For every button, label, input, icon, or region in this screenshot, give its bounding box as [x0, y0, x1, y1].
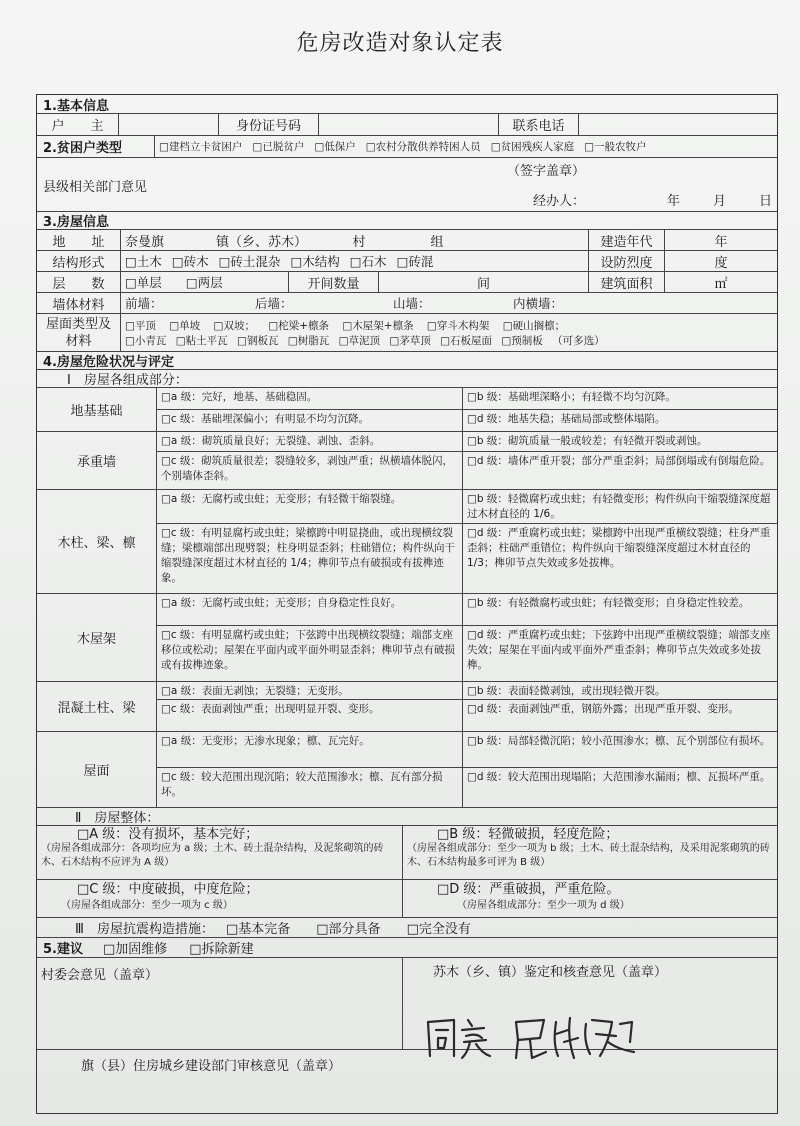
grade-b[interactable]: □b 级：基础埋深略小；有轻微不均匀沉降。	[463, 388, 777, 410]
components-title: Ⅰ 房屋各组成部分：	[67, 373, 188, 387]
component-row	[37, 388, 777, 432]
structure-options	[121, 251, 589, 271]
handler-label: 经办人：	[533, 194, 586, 209]
overall-ab-row	[37, 826, 777, 880]
front-wall-label[interactable]: 前墙：	[125, 296, 163, 311]
county-review-row	[37, 1050, 777, 1113]
component-ac	[157, 432, 463, 489]
component-row	[37, 732, 777, 808]
grade-a[interactable]: □a 级：无腐朽或虫蛀；无变形；自身稳定性良好。	[157, 594, 462, 626]
phone-label: 联系电话	[499, 114, 579, 135]
seismic-row	[37, 918, 777, 938]
component-bd	[463, 594, 777, 681]
grade-d[interactable]: □d 级：严重腐朽或虫蛀；下弦跨中出现严重横纹裂缝；端部支座失效；屋架在平面内或平面外严重歪斜；榫卯节点失效或多处拔榫。	[467, 628, 771, 671]
component-name: 地基基础	[37, 388, 157, 431]
county-review-label: 旗（县）住房城乡建设部门审核意见（盖章）	[81, 1059, 342, 1074]
section-basic-title: 1.基本信息	[43, 98, 109, 113]
poor-type-options	[155, 136, 777, 157]
roof-option-gable[interactable]: □硬山搁檩；	[502, 319, 566, 332]
component-bd	[463, 682, 777, 731]
section-poor-title: 2.贫困户类型	[37, 136, 155, 157]
floors-row	[37, 272, 777, 293]
seismic-title: Ⅲ 房屋抗震构造措施：	[75, 922, 214, 937]
component-name: 木柱、梁、檩	[37, 490, 157, 593]
page-title: 危房改造对象认定表	[296, 31, 504, 56]
gable-wall-label[interactable]: 山墙：	[393, 296, 431, 311]
overall-c[interactable]	[37, 880, 403, 917]
address-label: 地 址	[37, 230, 121, 250]
structure-option-5[interactable]: □石木	[349, 254, 387, 269]
wall-label: 墙体材料	[37, 293, 121, 313]
component-bd	[463, 388, 777, 431]
roof-material-1[interactable]: □小青瓦	[125, 334, 167, 347]
floors-option-1[interactable]: □单层	[125, 275, 162, 290]
floors-label: 层 数	[37, 272, 121, 292]
overall-header	[37, 808, 777, 826]
roof-multi-note: （可多选）	[552, 334, 605, 347]
poor-option-4[interactable]: □农村分散供养特困人员	[365, 141, 481, 153]
component-ac	[157, 732, 463, 807]
grade-a[interactable]: □a 级：砌筑质量良好；无裂缝、剥蚀、歪斜。	[157, 432, 462, 452]
year-label: 年	[667, 194, 681, 209]
poor-option-6[interactable]: □一般农牧户	[584, 141, 647, 153]
wall-fields	[121, 293, 777, 313]
overall-a-note: （房屋各组成部分：各项均应为 a 级；土木、砖土混杂结构，及泥浆砌筑的砖木、石木结构不应评为 A 级）	[41, 843, 384, 868]
structure-option-3[interactable]: □砖土混杂	[218, 254, 281, 269]
roof-material-3[interactable]: □钢板瓦	[237, 334, 279, 347]
structure-option-1[interactable]: □土木	[125, 254, 162, 269]
roof-row	[37, 314, 777, 352]
advice-option-rebuild[interactable]: □拆除新建	[189, 942, 254, 957]
roof-options	[121, 314, 777, 351]
roof-material-7[interactable]: □石板屋面	[440, 334, 493, 347]
basic-info-row	[37, 114, 777, 136]
advice-row	[37, 938, 777, 958]
structure-option-2[interactable]: □砖木	[171, 254, 209, 269]
seismic-options	[37, 918, 777, 937]
section-house-title: 3.房屋信息	[43, 215, 109, 229]
build-year-label: 建造年代	[589, 230, 665, 250]
assessment-form	[36, 94, 778, 1114]
roof-material-6[interactable]: □茅草顶	[389, 334, 431, 347]
roof-material-5[interactable]: □草泥顶	[338, 334, 380, 347]
roof-options-line1	[125, 318, 575, 333]
floors-option-2[interactable]: □两层	[185, 275, 223, 290]
poor-type-row	[37, 136, 777, 158]
grade-b[interactable]: □b 级：砌筑质量一般或较差；有轻微开裂或剥蚀。	[463, 432, 777, 452]
id-field[interactable]	[319, 114, 499, 135]
id-label: 身份证号码	[219, 114, 319, 135]
address-row	[37, 230, 777, 251]
roof-option-flat[interactable]: □平顶	[125, 319, 156, 332]
inner-wall-label[interactable]: 内横墙：	[513, 296, 564, 311]
section-house-header	[37, 212, 777, 230]
poor-option-2[interactable]: □已脱贫户	[252, 141, 305, 153]
overall-a[interactable]	[37, 826, 403, 879]
structure-option-6[interactable]: □砖混	[396, 254, 434, 269]
grade-d[interactable]: □d 级：严重腐朽或虫蛀；梁檩跨中出现严重横纹裂缝；柱身严重歪斜；柱础严重错位；构件纵向干缩裂缝深度超过木材直径的 1/3；榫卯节点失效或多处拔榫。	[467, 526, 771, 569]
component-name: 混凝土柱、梁	[37, 682, 157, 731]
component-name: 屋面	[37, 732, 157, 807]
structure-label: 结构形式	[37, 251, 121, 271]
grade-d[interactable]: □d 级：较大范围出现塌陷；大范围渗水漏雨；檩、瓦损坏严重。	[467, 770, 771, 783]
village-opinion[interactable]	[37, 958, 403, 1049]
roof-material-4[interactable]: □树脂瓦	[287, 334, 330, 347]
overall-c-note: （房屋各组成部分：至少一项为 c 级）	[61, 900, 233, 911]
overall-title: Ⅱ 房屋整体：	[75, 811, 160, 825]
roof-option-truss[interactable]: □木屋架+檩条	[342, 319, 414, 332]
section-basic-header	[37, 95, 777, 114]
roof-option-double[interactable]: □双坡；	[213, 319, 255, 332]
phone-field[interactable]	[579, 114, 777, 135]
overall-d[interactable]	[403, 880, 777, 917]
intensity-label: 设防烈度	[589, 251, 665, 271]
roof-options-line2	[125, 333, 615, 348]
component-ac	[157, 490, 463, 593]
components-header	[37, 370, 777, 388]
handwritten-signature	[420, 1012, 650, 1064]
poor-option-1[interactable]: □建档立卡贫困户	[159, 141, 243, 153]
grade-b[interactable]: □b 级：局部轻微沉陷；较小范围渗水；檩、瓦个别部位有损坏。	[463, 732, 777, 768]
overall-b-note: （房屋各组成部分：至少一项为 b 级；土木、砖土混杂结构，及采用泥浆砌筑的砖木、石木结构最多可评为 B 级）	[407, 843, 770, 868]
grade-c[interactable]: □c 级：较大范围出现沉陷；较大范围渗水；檩、瓦有部分损坏。	[161, 770, 443, 798]
component-ac	[157, 388, 463, 431]
component-bd	[463, 432, 777, 489]
roof-material-8[interactable]: □预制板	[501, 334, 543, 347]
county-review[interactable]	[37, 1050, 777, 1113]
poor-option-3[interactable]: □低保户	[314, 141, 356, 153]
overall-c-title: □C 级：中度破损，中度危险；	[77, 882, 259, 897]
wall-row	[37, 293, 777, 314]
town-label: 苏木（乡、镇）鉴定和核查意见（盖章）	[433, 965, 668, 980]
grade-c[interactable]: □c 级：有明显腐朽或虫蛀；下弦跨中出现横纹裂缝；端部支座移位或松动；屋架在平面内或平面外明显歪斜；榫卯节点有破损或有拔榫迹象。	[161, 628, 455, 671]
grade-a[interactable]: □a 级：表面无剥蚀；无裂缝；无变形。	[157, 682, 462, 700]
advice-options	[37, 938, 777, 957]
village-label: 村委会意见（盖章）	[41, 968, 159, 983]
overall-b-title: □B 级：轻微破损，轻度危险；	[437, 827, 619, 842]
roof-material-2[interactable]: □粘土平瓦	[175, 334, 228, 347]
grade-b[interactable]: □b 级：表面轻微剥蚀，或出现轻微开裂。	[463, 682, 777, 700]
overall-d-title: □D 级：严重破损，严重危险。	[437, 882, 620, 897]
seismic-option-1[interactable]: □基本完备	[225, 922, 291, 937]
overall-a-title: □A 级：没有损坏，基本完好；	[77, 827, 259, 842]
grade-c[interactable]: □c 级：有明显腐朽或虫蛀；梁檩跨中明显挠曲，或出现横纹裂缝；梁檩端部出现劈裂；柱身明显歪斜；柱础错位；构件纵向干缩裂缝深度超过木材直径的 1/4；榫卯节点有破损或有拔榫迹象。	[161, 526, 455, 584]
grade-c[interactable]: □c 级：基础埋深偏小；有明显不均匀沉降。	[161, 412, 370, 425]
component-bd	[463, 732, 777, 807]
county-dept-label: 县级相关部门意见	[43, 180, 148, 195]
opinions-row	[37, 958, 777, 1050]
build-year-field[interactable]: 年	[714, 234, 728, 250]
owner-field[interactable]	[119, 114, 219, 135]
owner-label: 户 主	[37, 114, 119, 135]
section-advice-title: 5.建议	[43, 942, 83, 957]
back-wall-label[interactable]: 后墙：	[255, 296, 293, 311]
overall-d-note: （房屋各组成部分：至少一项为 d 级）	[457, 900, 630, 911]
area-field[interactable]: ㎡	[714, 276, 728, 292]
grade-b[interactable]: □b 级：轻微腐朽或虫蛀；有轻微变形；构件纵向干缩裂缝深度超过木材直径的 1/6。	[463, 490, 777, 524]
structure-option-4[interactable]: □木结构	[290, 254, 340, 269]
address-field[interactable]: 奈曼旗 镇（乡、苏木） 村 组	[121, 230, 589, 250]
roof-label: 屋面类型及材料	[37, 314, 121, 351]
grade-d[interactable]: □d 级：墙体严重开裂；部分严重歪斜；局部倒塌或有倒塌危险。	[467, 454, 771, 467]
grade-a[interactable]: □a 级：完好，地基、基础稳固。	[157, 388, 462, 410]
grade-a[interactable]: □a 级：无腐朽或虫蛀；无变形；有轻微干缩裂缝。	[157, 490, 462, 524]
grade-d[interactable]: □d 级：地基失稳；基础局部或整体塌陷。	[467, 412, 666, 425]
overall-cd-row	[37, 880, 777, 918]
overall-b[interactable]	[403, 826, 777, 879]
grade-a[interactable]: □a 级：无变形；无渗水现象；檩、瓦完好。	[157, 732, 462, 768]
component-bd	[463, 490, 777, 593]
section-danger-header	[37, 352, 777, 370]
component-name: 木屋架	[37, 594, 157, 681]
section-danger-title: 4.房屋危险状况与评定	[43, 355, 174, 369]
rooms-label: 开间数量	[289, 272, 379, 292]
component-ac	[157, 682, 463, 731]
county-dept-row	[37, 158, 777, 212]
seismic-option-2[interactable]: □部分具备	[316, 922, 381, 937]
seismic-option-3[interactable]: □完全没有	[406, 922, 471, 937]
seal-note: （签字盖章）	[507, 164, 586, 179]
floors-options	[121, 272, 289, 292]
component-row	[37, 432, 777, 490]
grade-b[interactable]: □b 级：有轻微腐朽或虫蛀；有轻微变形；自身稳定性较差。	[463, 594, 777, 626]
roof-option-beam[interactable]: □柁梁+檩条	[268, 319, 330, 332]
area-label: 建筑面积	[589, 272, 665, 292]
grade-d[interactable]: □d 级：表面剥蚀严重，钢筋外露；出现严重开裂、变形。	[467, 702, 739, 715]
structure-row	[37, 251, 777, 272]
component-name: 承重墙	[37, 432, 157, 489]
month-label: 月	[713, 194, 727, 209]
county-dept-opinion[interactable]	[37, 158, 777, 211]
advice-option-repair[interactable]: □加固维修	[102, 942, 168, 957]
day-label: 日	[759, 194, 773, 209]
component-row	[37, 594, 777, 682]
intensity-field[interactable]: 度	[714, 255, 728, 271]
component-row	[37, 682, 777, 732]
component-row	[37, 490, 777, 594]
poor-option-5[interactable]: □贫困残疾人家庭	[490, 141, 575, 153]
grade-c[interactable]: □c 级：表面剥蚀严重；出现明显开裂、变形。	[161, 702, 380, 715]
grade-c[interactable]: □c 级：砌筑质量很差；裂缝较多，剥蚀严重；纵横墙体脱闪，个别墙体歪斜。	[161, 454, 454, 482]
component-ac	[157, 594, 463, 681]
rooms-field[interactable]: 间	[379, 272, 589, 292]
roof-option-chuandou[interactable]: □穿斗木构架	[426, 319, 490, 332]
roof-option-single[interactable]: □单坡	[169, 319, 201, 332]
